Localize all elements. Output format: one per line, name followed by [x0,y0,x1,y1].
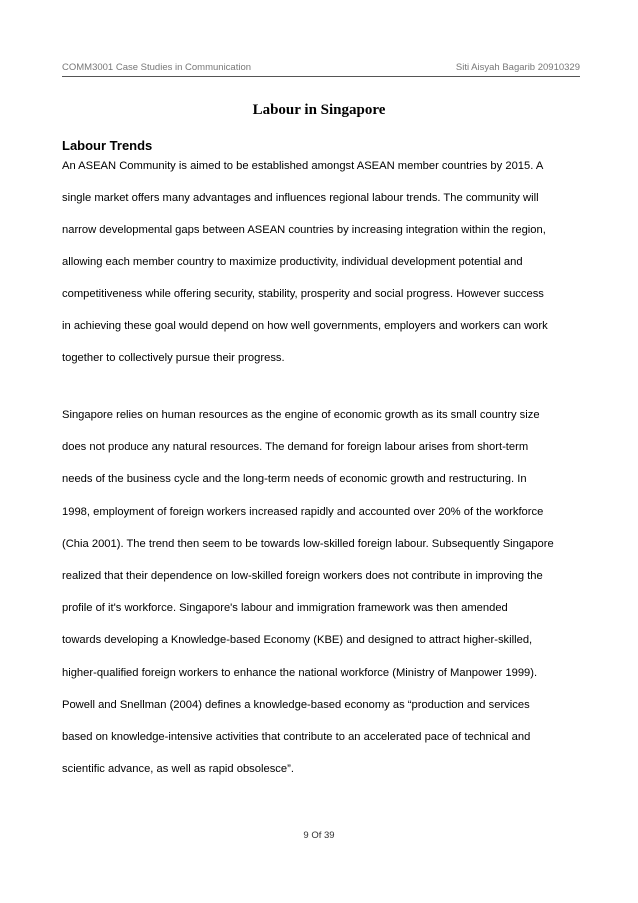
running-header [62,62,580,77]
text-line: towards developing a Knowledge-based Economy (KBE) and designed to attract higher-skilled, [62,634,533,647]
section-heading: Labour Trends [62,138,153,153]
text-line: profile of it's workforce. Singapore's labour and immigration framework was then amended [62,602,508,615]
text-line: scientific advance, as well as rapid obsolesce”. [62,763,294,776]
text-line: higher-qualified foreign workers to enhance the national workforce (Ministry of Manpower 1999). [62,666,538,679]
text-line: (Chia 2001). The trend then seem to be towards low-skilled foreign labour. Subsequently Singapore [62,537,554,550]
text-line: narrow developmental gaps between ASEAN countries by increasing integration within the region, [62,224,546,236]
text-line: based on knowledge-intensive activities that contribute to an accelerated pace of technical and [62,731,531,743]
text-line: competitiveness while offering security, stability, prosperity and social progress. However success [62,288,544,300]
text-line: in achieving these goal would depend on how well governments, employers and workers can work [62,320,548,332]
header-course: COMM3001 Case Studies in Communication [62,62,252,73]
text-line: 1998, employment of foreign workers increased rapidly and accounted over 20% of the workforce [62,505,544,518]
header-author: Siti Aisyah Bagarib 20910329 [455,62,580,73]
text-line: single market offers many advantages and influences regional labour trends. The community will [62,192,539,204]
text-line: together to collectively pursue their progress. [62,352,285,364]
text-line: needs of the business cycle and the long-term needs of economic growth and restructuring. In [62,473,527,486]
text-line: Singapore relies on human resources as the engine of economic growth as its small country size [62,409,540,421]
text-line: An ASEAN Community is aimed to be established amongst ASEAN member countries by 2015. A [62,160,544,172]
page-title: Labour in Singapore [252,102,386,118]
text-line: does not produce any natural resources. The demand for foreign labour arises from short-term [62,441,529,454]
text-line: Powell and Snellman (2004) defines a knowledge-based economy as “production and services [62,698,530,711]
page-number: 9 Of 39 [303,830,335,841]
text-line: realized that their dependence on low-skilled foreign workers does not contribute in improving the [62,570,543,582]
text-line: allowing each member country to maximize productivity, individual development potential and [62,256,523,268]
